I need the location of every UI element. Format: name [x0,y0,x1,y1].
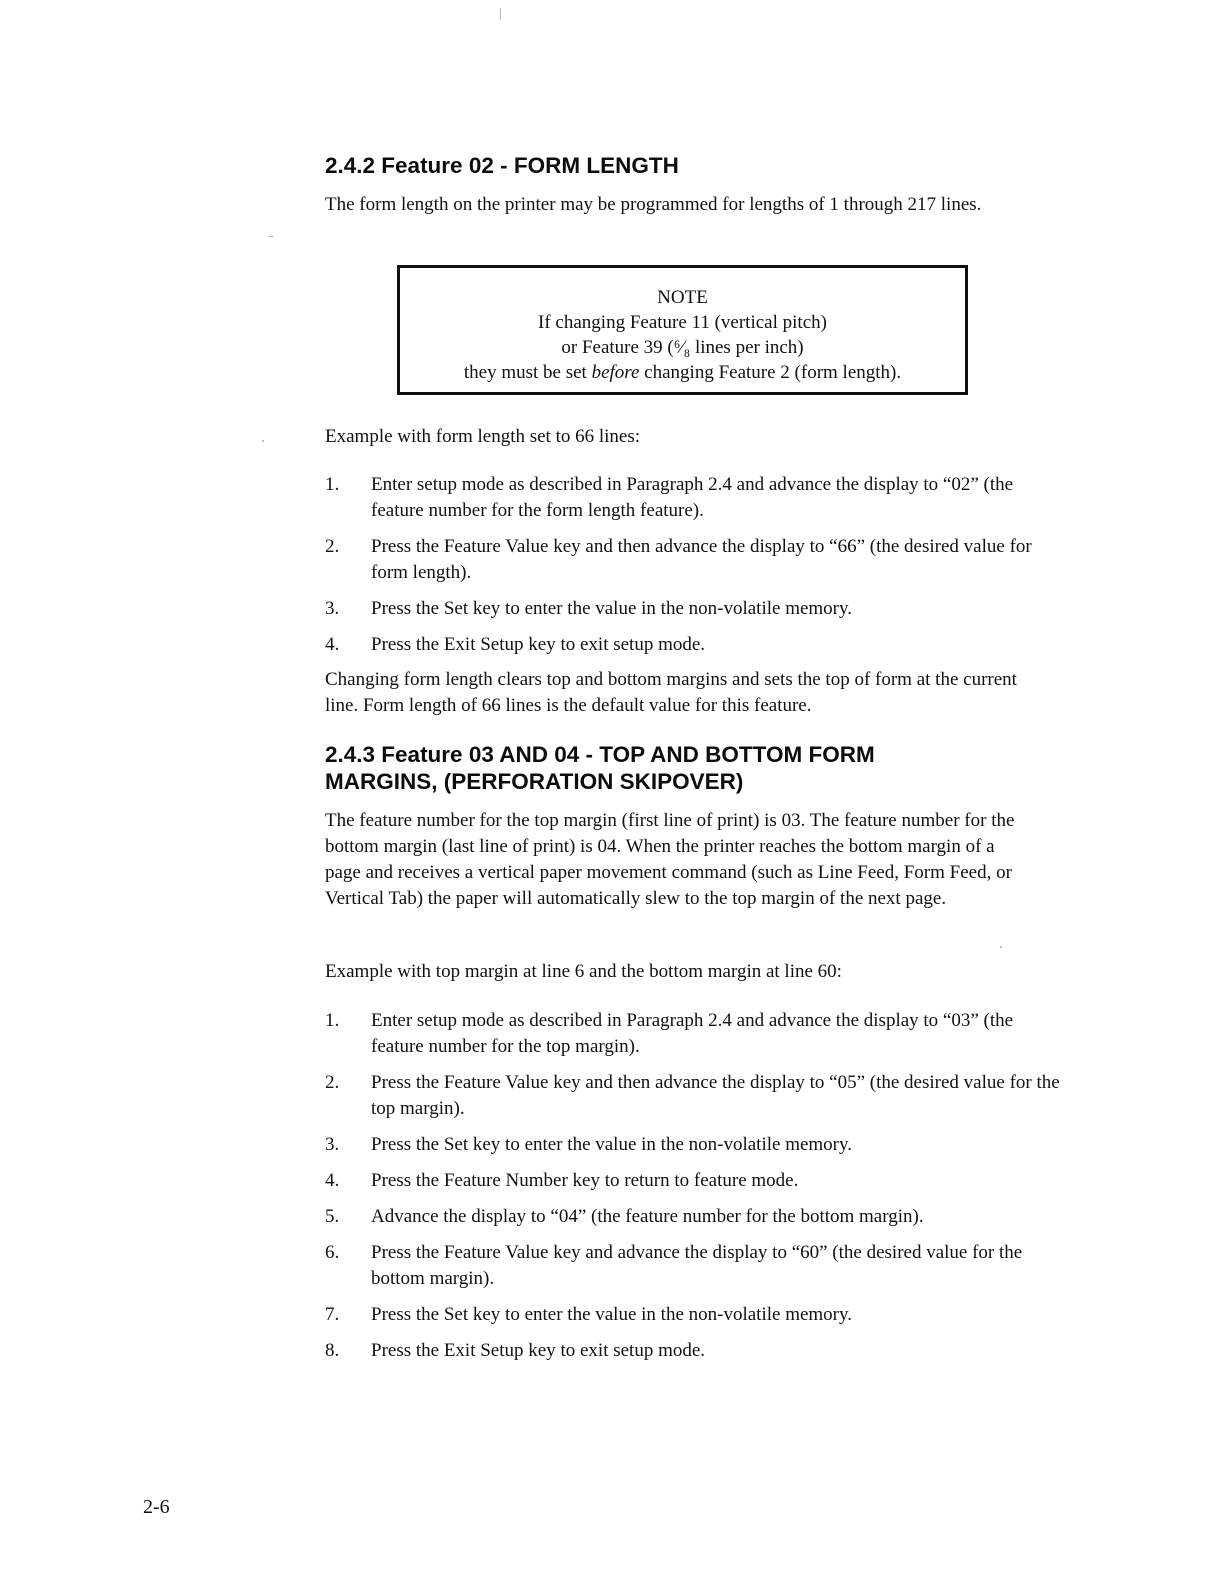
step-text: Enter setup mode as described in Paragraph 2.4 and advance the display to “03” (the feature number for the top margin). [371,1010,1014,1057]
step-number: 2. [325,536,340,557]
page-number: 2-6 [143,1496,170,1518]
step-number: 6. [325,1242,340,1263]
step-number: 8. [325,1340,340,1361]
scan-speck [262,440,264,442]
list-item [325,534,1060,586]
list-item [325,632,1060,658]
step-text: Press the Exit Setup key to exit setup mode. [371,634,706,655]
list-item [325,596,1060,622]
step-number: 3. [325,1134,340,1155]
form-length-closing: Changing form length clears top and bottom margins and sets the top of form at the current line. Form length of 66 lines is the default value for this feature. [325,669,1017,716]
list-item [325,1070,1070,1122]
section-heading-margins-line-1: 2.4.3 Feature 03 AND 04 - TOP AND BOTTOM FORM [325,742,875,767]
scan-speck [1000,946,1002,948]
step-text: Advance the display to “04” (the feature number for the bottom margin). [371,1206,924,1227]
section-heading-margins [325,741,1065,795]
form-length-intro: The form length on the printer may be programmed for lengths of 1 through 217 lines. [325,194,982,215]
list-item [325,1302,1070,1328]
section-heading-margins-line-2: MARGINS, (PERFORATION SKIPOVER) [325,769,744,794]
note-line-2-end: lines per inch) [690,337,804,358]
step-text: Press the Set key to enter the value in the non-volatile memory. [371,1304,853,1325]
step-number: 4. [325,634,340,655]
step-text: Press the Exit Setup key to exit setup mode. [371,1340,706,1361]
note-line-3-emphasis: before [591,362,640,383]
step-text: Press the Set key to enter the value in the non-volatile memory. [371,598,853,619]
step-number: 1. [325,474,340,495]
step-number: 4. [325,1170,340,1191]
note-box [397,265,968,395]
note-line-3-end: changing Feature 2 (form length). [639,362,902,383]
step-text: Enter setup mode as described in Paragraph 2.4 and advance the display to “02” (the feature number for the form length feature). [371,474,1014,521]
step-number: 3. [325,598,340,619]
step-text: Press the Feature Number key to return to feature mode. [371,1170,799,1191]
section-heading-form-length: 2.4.2 Feature 02 - FORM LENGTH [325,153,679,178]
note-line-2-fraction: ⁶⁄₈ [673,337,691,358]
note-line-1: If changing Feature 11 (vertical pitch) [538,312,827,333]
list-item [325,1240,1070,1292]
step-text: Press the Feature Value key and advance the display to “60” (the desired value for the bottom margin). [371,1242,1023,1289]
note-line-2-start: or Feature 39 ( [561,337,674,358]
list-item [325,472,1060,524]
note-line-3 [400,360,965,385]
scan-speck [500,8,501,20]
step-number: 7. [325,1304,340,1325]
form-length-steps [325,472,1060,668]
step-text: Press the Feature Value key and then advance the display to “05” (the desired value for the top margin). [371,1072,1060,1119]
step-text: Press the Feature Value key and then advance the display to “66” (the desired value for form length). [371,536,1032,583]
list-item [325,1338,1070,1364]
margins-steps [325,1008,1070,1374]
list-item [325,1132,1070,1158]
list-item [325,1008,1070,1060]
list-item [325,1204,1070,1230]
list-item [325,1168,1070,1194]
note-line-2 [400,335,965,360]
scan-speck [268,236,274,237]
note-title: NOTE [657,287,708,308]
step-number: 5. [325,1206,340,1227]
margins-example-intro: Example with top margin at line 6 and the bottom margin at line 60: [325,961,842,982]
step-number: 2. [325,1072,340,1093]
form-length-example-intro: Example with form length set to 66 lines: [325,426,641,447]
step-text: Press the Set key to enter the value in the non-volatile memory. [371,1134,853,1155]
step-number: 1. [325,1010,340,1031]
note-line-3-start: they must be set [463,362,592,383]
margins-intro: The feature number for the top margin (first line of print) is 03. The feature number for the bottom margin (last line of print) is 04. When the printer reaches the bottom margin of a page and receives a vertical paper movement command (such as Line Feed, Form Feed, or Vertical Tab) the paper will automatically slew to the top margin of the next page. [325,810,1015,909]
